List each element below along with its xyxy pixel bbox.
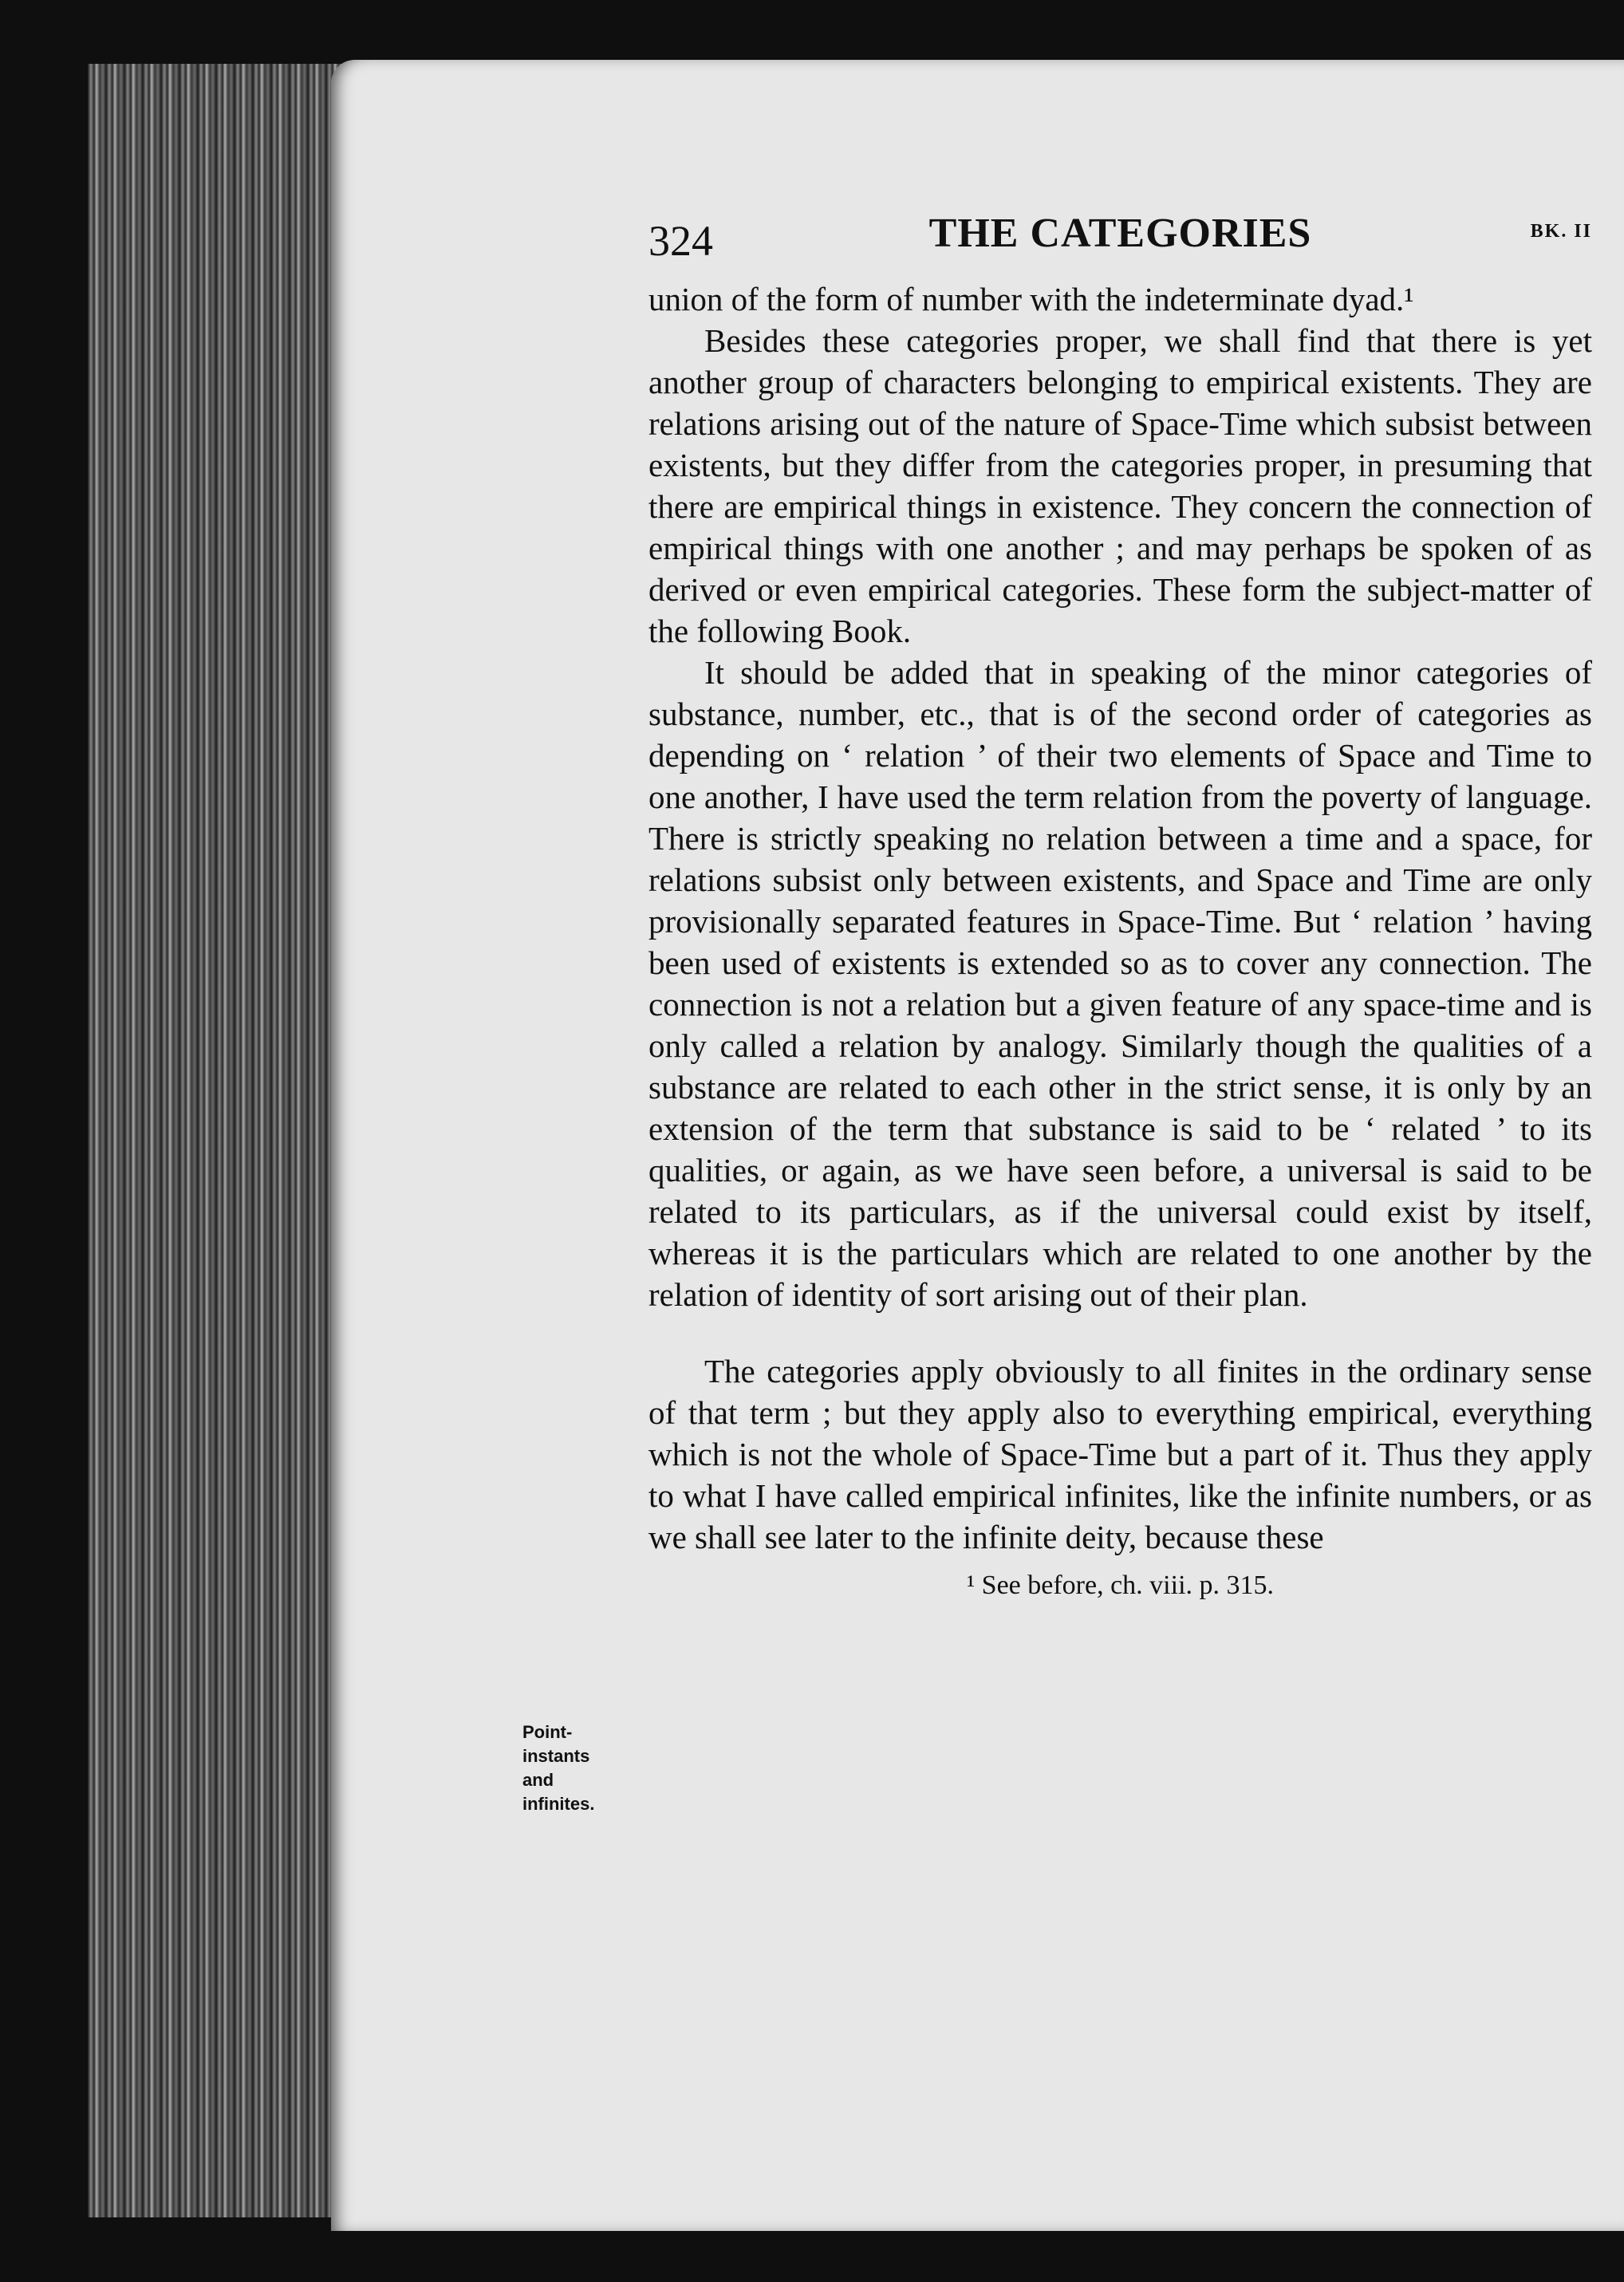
book-page (331, 60, 1624, 2231)
footnote: ¹ See before, ch. viii. p. 315. (966, 1571, 1275, 1600)
margin-note (522, 1720, 638, 1816)
margin-note-line: instants (522, 1746, 590, 1766)
page-number: 324 (648, 217, 713, 265)
paragraph: Besides these categories proper, we shall find that there is yet another group of characters belonging to empirical existents. They are relations arising out of the nature of Space-Time which subsist between existents, but they differ from the categories proper, in presuming that there are empirical things in existence. They concern the connection of empirical things with one another ; and may perhaps be spoken of as derived or even empirical categories. These form the subject-matter of the following Book. (648, 322, 1592, 649)
book-marker: BK. II (1530, 221, 1592, 242)
paragraph: union of the form of number with the indeterminate dyad.¹ (648, 281, 1414, 317)
margin-note-line: infinites. (522, 1794, 595, 1814)
paragraph: It should be added that in speaking of the minor categories of substance, number, etc., that is of the second order of categories as depending on ‘ relation ’ of their two elements of Space and Time to one another, I have used the term relation from the poverty of language. There is strictly speaking no relation between a time and a space, for relations subsist only between existents, and Space and Time are only provisionally separated features in Space-Time. But ‘ relation ’ having been used of existents is extended so as to cover any connection. The connection is not a relation but a given feature of any space-time and is only called a relation by analogy. Similarly though the qualities of a substance are related to each other in the strict sense, it is only by an extension of the term that substance is said to be ‘ related ’ to its qualities, or again, as we have seen before, a universal is said to be related to its particulars, as if the universal could exist by itself, whereas it is the particulars which are related to one another by the relation of identity of sort arising out of their plan. (648, 654, 1592, 1313)
book-page-edges (88, 64, 343, 2217)
paragraph: The categories apply obviously to all finites in the ordinary sense of that term ; but they apply also to everything empirical, everything which is not the whole of Space-Time but a part of it. Thus they apply to what I have called empirical infinites, like the infinite numbers, or as we shall see later to the infinite deity, because these (648, 1353, 1592, 1555)
running-head (648, 210, 1592, 272)
margin-note-line: Point- (522, 1722, 573, 1742)
page-content (648, 210, 1592, 1601)
margin-note-line: and (522, 1770, 554, 1790)
running-title: THE CATEGORIES (928, 211, 1312, 256)
